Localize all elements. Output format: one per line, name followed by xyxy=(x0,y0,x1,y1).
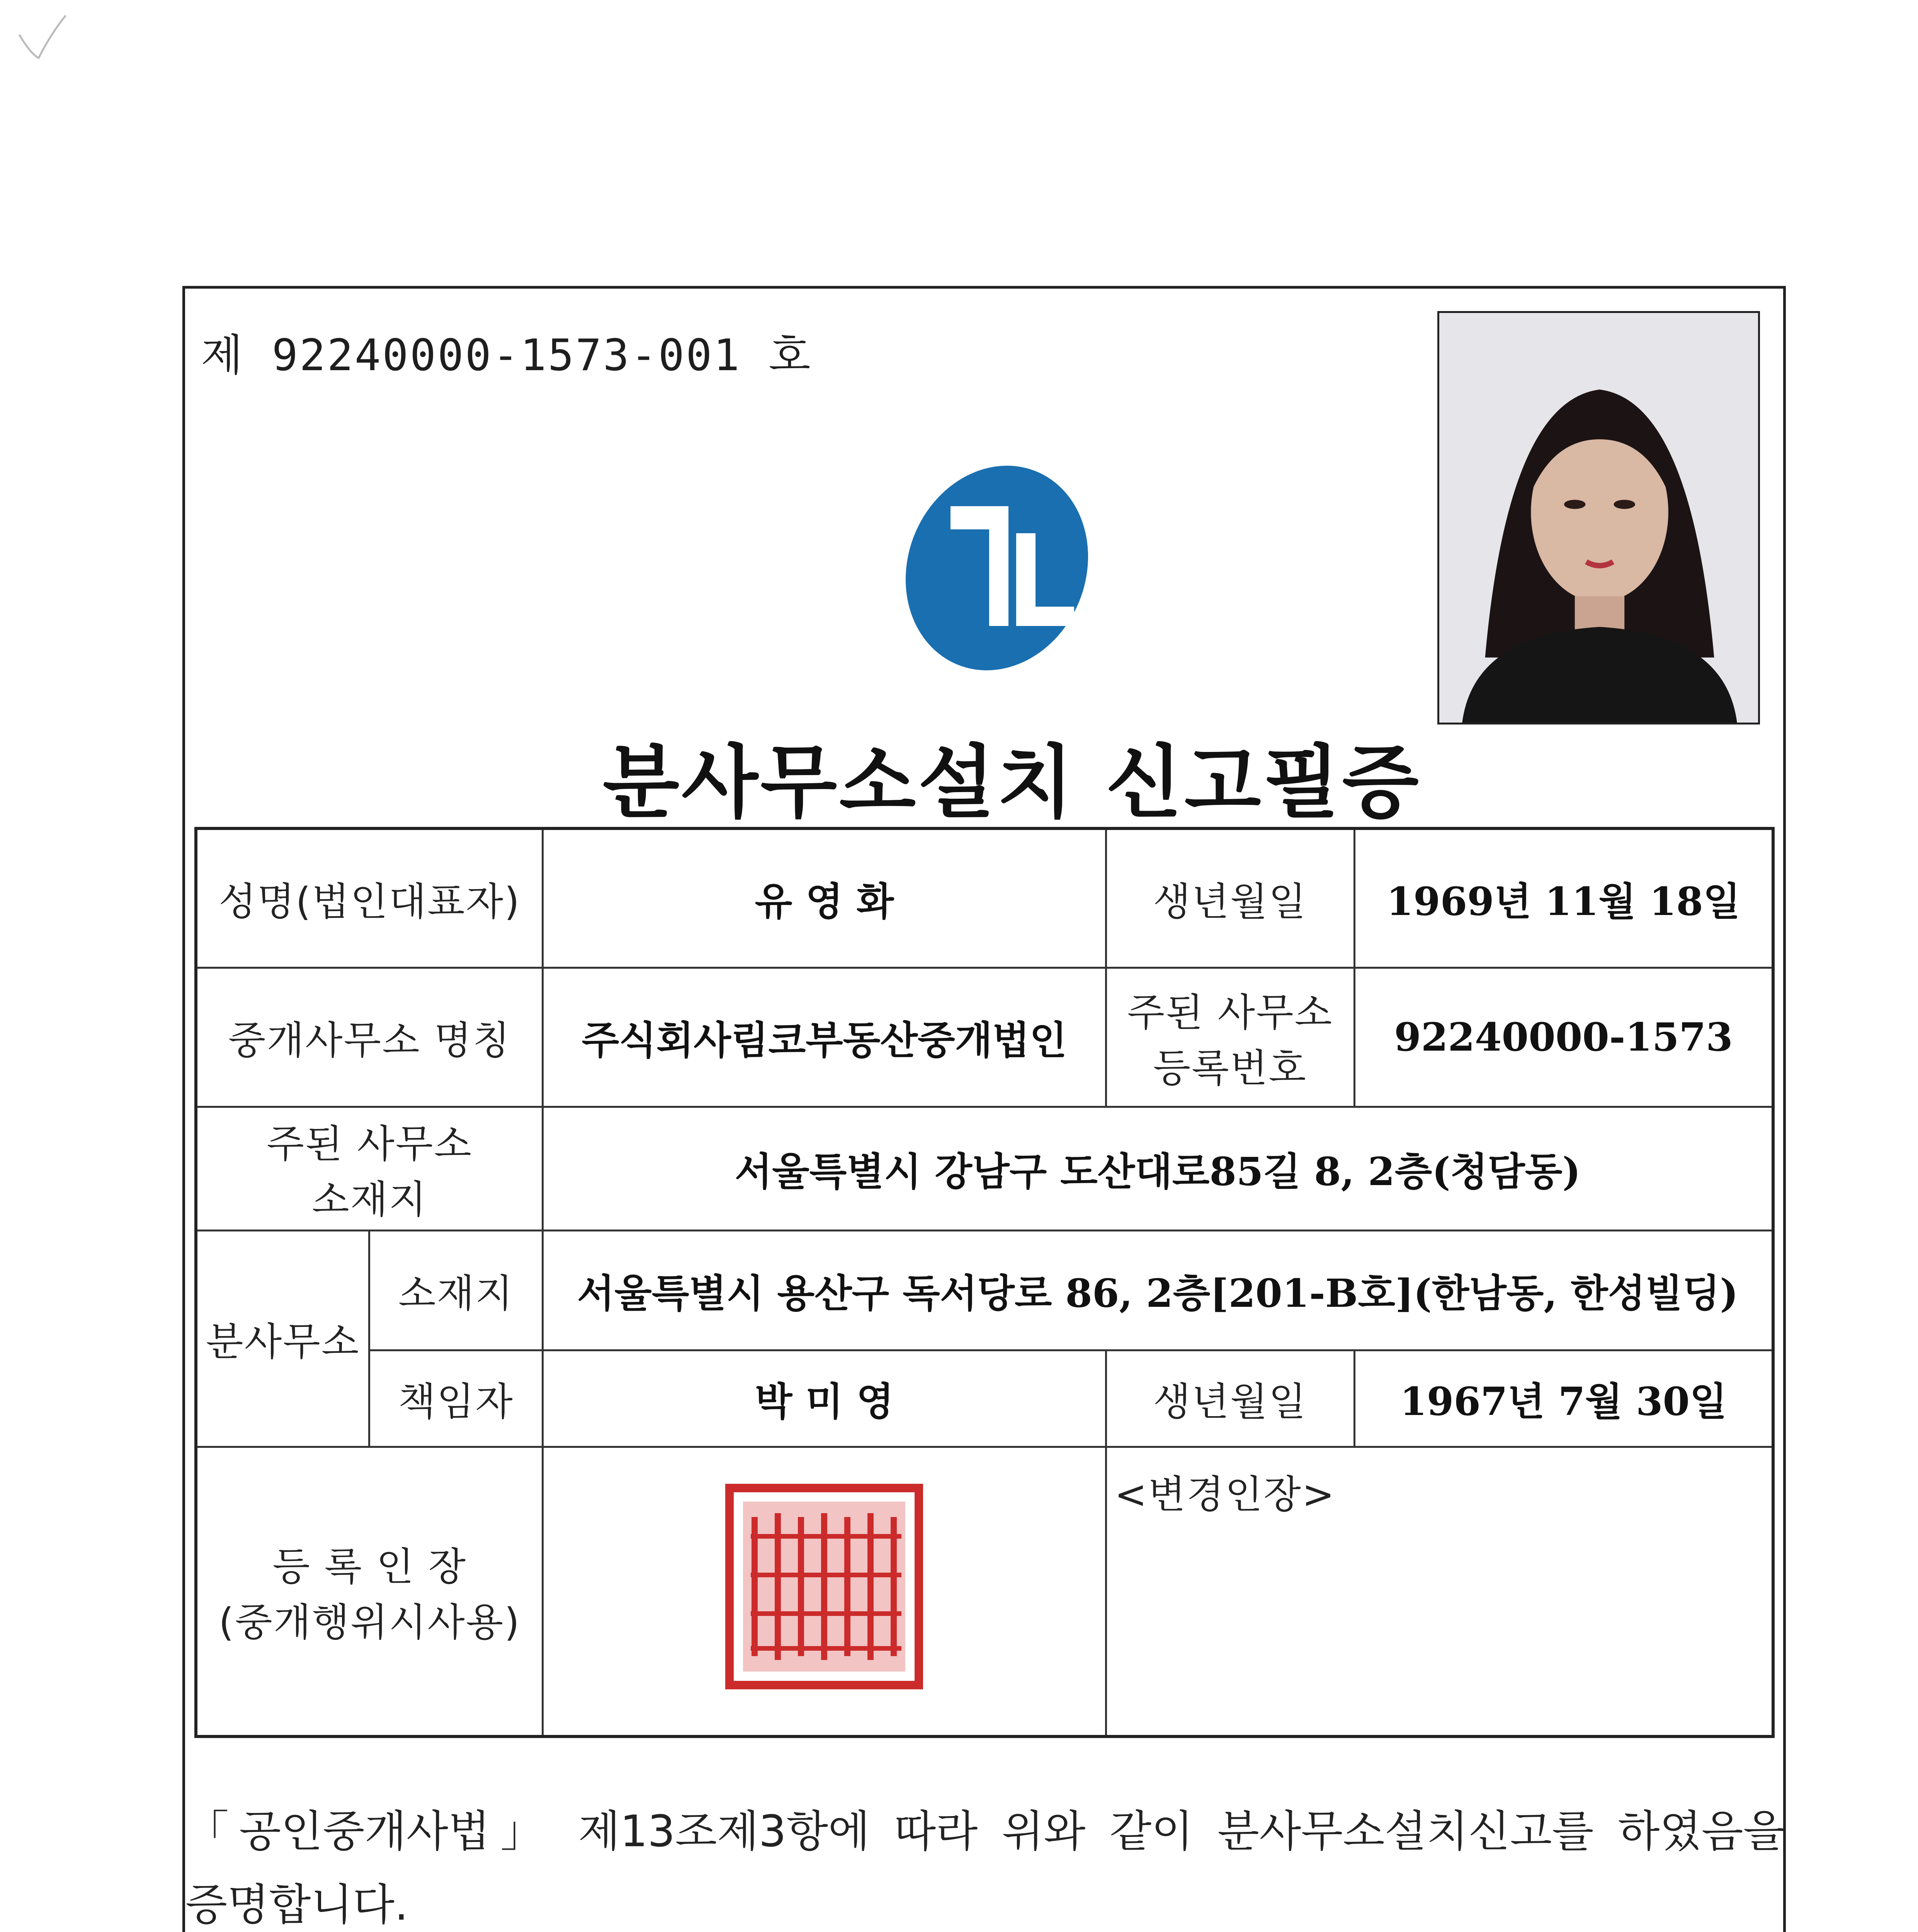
main-addr-value: 서울특별시 강남구 도산대로85길 8, 2층(청담동) xyxy=(543,1107,1773,1230)
name-label: 성명(법인대표자) xyxy=(196,828,543,968)
seal-label xyxy=(196,1447,543,1736)
document-title: 분사무소설치 신고필증 xyxy=(603,737,1421,829)
birth-label: 생년월일 xyxy=(1106,828,1354,968)
table-row xyxy=(196,828,1773,968)
gangnam-gu-logo xyxy=(893,460,1093,676)
manager-value: 박 미 영 xyxy=(543,1350,1106,1447)
main-addr-label-line1: 주된 사무소 xyxy=(267,1121,473,1167)
seal-label-line2: (중개행위시사용) xyxy=(219,1600,521,1645)
table-row xyxy=(196,1107,1773,1230)
main-reg-label xyxy=(1106,968,1354,1107)
branch-label: 분사무소 xyxy=(196,1230,369,1447)
main-reg-label-line2: 등록번호 xyxy=(1153,1046,1307,1091)
branch-addr-value: 서울특별시 용산구 독서당로 86, 2층[201-B호](한남동, 한성빌딩) xyxy=(543,1230,1773,1350)
main-reg-label-line1: 주된 사무소 xyxy=(1127,990,1333,1035)
registered-seal-stamp xyxy=(724,1482,925,1691)
table-row xyxy=(196,968,1773,1107)
branch-addr-label: 소재지 xyxy=(369,1230,543,1350)
birth-value: 1969년 11월 18일 xyxy=(1354,828,1773,968)
main-reg-value: 92240000-1573 xyxy=(1354,968,1773,1107)
applicant-photo xyxy=(1437,311,1760,724)
registered-seal-cell xyxy=(543,1447,1106,1736)
certification-text: 「공인중개사법」 제13조제3항에 따라 위와 같이 분사무소설치신고를 하였음을 xyxy=(185,1806,1785,1857)
manager-birth-label: 생년월일 xyxy=(1106,1350,1354,1447)
table-row xyxy=(196,1230,1773,1350)
office-name-label: 중개사무소 명칭 xyxy=(196,968,543,1107)
check-mark-scribble xyxy=(15,12,70,66)
main-addr-label-line2: 소재지 xyxy=(312,1177,428,1222)
main-addr-label xyxy=(196,1107,543,1230)
seal-label-line1: 등 록 인 장 xyxy=(272,1544,467,1590)
certification-text-end: 증명합니다. xyxy=(185,1880,408,1930)
changed-seal-cell: <변경인장> xyxy=(1106,1447,1773,1736)
table-row xyxy=(196,1447,1773,1736)
registration-number: 제 92240000-1573-001 호 xyxy=(201,330,812,381)
manager-birth-value: 1967년 7월 30일 xyxy=(1354,1350,1773,1447)
name-value: 유 영 화 xyxy=(543,828,1106,968)
table-row xyxy=(196,1350,1773,1447)
office-name-value: 주식회사림코부동산중개법인 xyxy=(543,968,1106,1107)
registration-info-table xyxy=(194,827,1775,1738)
manager-label: 책임자 xyxy=(369,1350,543,1447)
